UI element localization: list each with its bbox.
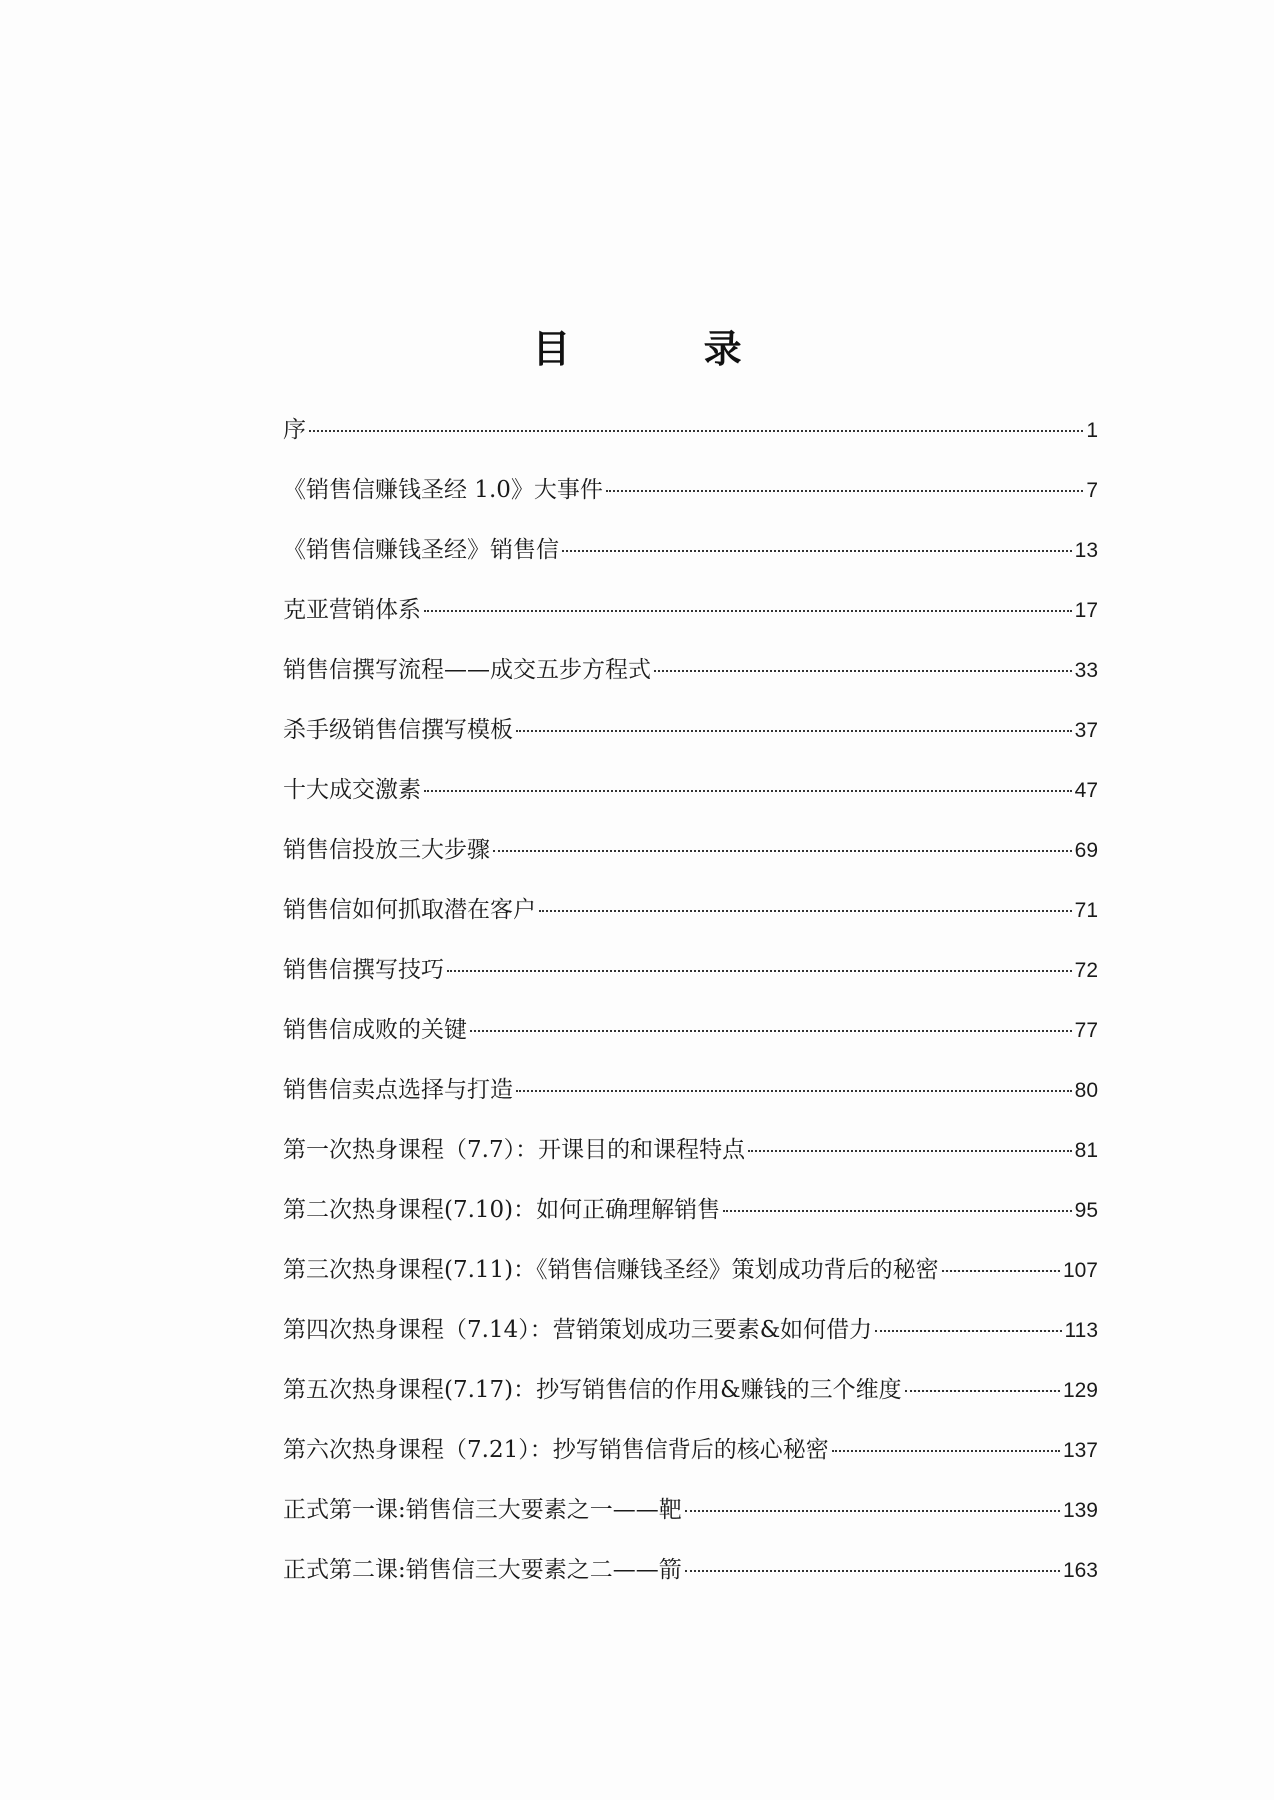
toc-entry xyxy=(283,712,1098,772)
dot-leader xyxy=(516,1090,1072,1092)
toc-entry xyxy=(283,1552,1098,1612)
toc-entry xyxy=(283,1252,1098,1312)
toc-entry-label: 销售信成败的关键 xyxy=(283,1017,467,1043)
toc-entry xyxy=(283,592,1098,652)
toc-entry xyxy=(283,1312,1098,1372)
toc-entry-label: 第五次热身课程(7.17)：抄写销售信的作用&赚钱的三个维度 xyxy=(283,1377,902,1403)
dot-leader xyxy=(606,490,1083,492)
dot-leader xyxy=(562,550,1072,552)
dot-leader xyxy=(723,1210,1071,1212)
toc-entry-label: 第三次热身课程(7.11)：《销售信赚钱圣经》策划成功背后的秘密 xyxy=(283,1257,939,1283)
toc-entry-page-number: 77 xyxy=(1074,1019,1098,1042)
toc-entry-label: 杀手级销售信撰写模板 xyxy=(283,717,513,743)
toc-entry-label: 第二次热身课程(7.10)：如何正确理解销售 xyxy=(283,1197,721,1223)
table-of-contents xyxy=(283,412,1098,1612)
toc-entry-page-number: 47 xyxy=(1074,779,1098,802)
toc-entry-label: 销售信如何抓取潜在客户 xyxy=(283,897,536,923)
toc-entry xyxy=(283,892,1098,952)
toc-entry xyxy=(283,1492,1098,1552)
toc-entry-label: 销售信投放三大步骤 xyxy=(283,837,490,863)
toc-entry-page-number: 1 xyxy=(1086,419,1098,442)
toc-entry-page-number: 129 xyxy=(1062,1379,1098,1402)
dot-leader xyxy=(654,670,1072,672)
toc-entry-label: 第一次热身课程（7.7）：开课目的和课程特点 xyxy=(283,1137,746,1163)
toc-entry-page-number: 95 xyxy=(1074,1199,1098,1222)
toc-entry xyxy=(283,532,1098,592)
toc-entry-label: 十大成交激素 xyxy=(283,777,421,803)
toc-entry xyxy=(283,1012,1098,1072)
toc-entry-page-number: 163 xyxy=(1062,1559,1098,1582)
dot-leader xyxy=(685,1510,1060,1512)
toc-entry xyxy=(283,472,1098,532)
dot-leader xyxy=(470,1030,1072,1032)
dot-leader xyxy=(942,1270,1060,1272)
dot-leader xyxy=(493,850,1072,852)
page-title: 目 录 xyxy=(532,327,802,371)
toc-entry-label: 销售信卖点选择与打造 xyxy=(283,1077,513,1103)
toc-entry-page-number: 81 xyxy=(1074,1139,1098,1162)
toc-entry-label: 第六次热身课程（7.21）：抄写销售信背后的核心秘密 xyxy=(283,1437,829,1463)
toc-entry-page-number: 13 xyxy=(1074,539,1098,562)
toc-entry-label: 《销售信赚钱圣经》销售信 xyxy=(283,537,559,563)
toc-entry-label: 《销售信赚钱圣经 1.0》大事件 xyxy=(283,477,603,503)
toc-entry-label: 销售信撰写流程——成交五步方程式 xyxy=(283,657,651,683)
toc-entry-page-number: 139 xyxy=(1062,1499,1098,1522)
dot-leader xyxy=(748,1150,1072,1152)
toc-entry-label: 正式第一课:销售信三大要素之一——靶 xyxy=(283,1497,682,1523)
dot-leader xyxy=(685,1570,1060,1572)
dot-leader xyxy=(905,1390,1060,1392)
toc-entry xyxy=(283,832,1098,892)
dot-leader xyxy=(832,1450,1060,1452)
dot-leader xyxy=(447,970,1072,972)
toc-entry xyxy=(283,952,1098,1012)
toc-entry-page-number: 72 xyxy=(1074,959,1098,982)
dot-leader xyxy=(516,730,1072,732)
dot-leader xyxy=(539,910,1072,912)
toc-entry xyxy=(283,772,1098,832)
toc-entry-label: 正式第二课:销售信三大要素之二——箭 xyxy=(283,1557,682,1583)
dot-leader xyxy=(875,1330,1061,1332)
toc-entry-page-number: 137 xyxy=(1062,1439,1098,1462)
toc-entry xyxy=(283,652,1098,712)
toc-entry-page-number: 80 xyxy=(1074,1079,1098,1102)
dot-leader xyxy=(424,610,1072,612)
toc-entry-label: 第四次热身课程（7.14）：营销策划成功三要素&如何借力 xyxy=(283,1317,873,1343)
toc-entry-page-number: 33 xyxy=(1074,659,1098,682)
toc-entry xyxy=(283,1432,1098,1492)
toc-entry xyxy=(283,1072,1098,1132)
toc-entry-label: 序 xyxy=(283,417,306,443)
dot-leader xyxy=(424,790,1072,792)
toc-entry xyxy=(283,1372,1098,1432)
toc-entry xyxy=(283,412,1098,472)
toc-entry-page-number: 7 xyxy=(1086,479,1098,502)
toc-entry-page-number: 113 xyxy=(1064,1319,1098,1342)
toc-entry-page-number: 107 xyxy=(1062,1259,1098,1282)
toc-entry-label: 销售信撰写技巧 xyxy=(283,957,444,983)
toc-entry-page-number: 71 xyxy=(1074,899,1098,922)
toc-entry-page-number: 17 xyxy=(1074,599,1098,622)
toc-entry xyxy=(283,1132,1098,1192)
toc-entry-page-number: 69 xyxy=(1074,839,1098,862)
toc-entry-page-number: 37 xyxy=(1074,719,1098,742)
toc-entry-label: 克亚营销体系 xyxy=(283,597,421,623)
toc-entry xyxy=(283,1192,1098,1252)
dot-leader xyxy=(309,430,1083,432)
